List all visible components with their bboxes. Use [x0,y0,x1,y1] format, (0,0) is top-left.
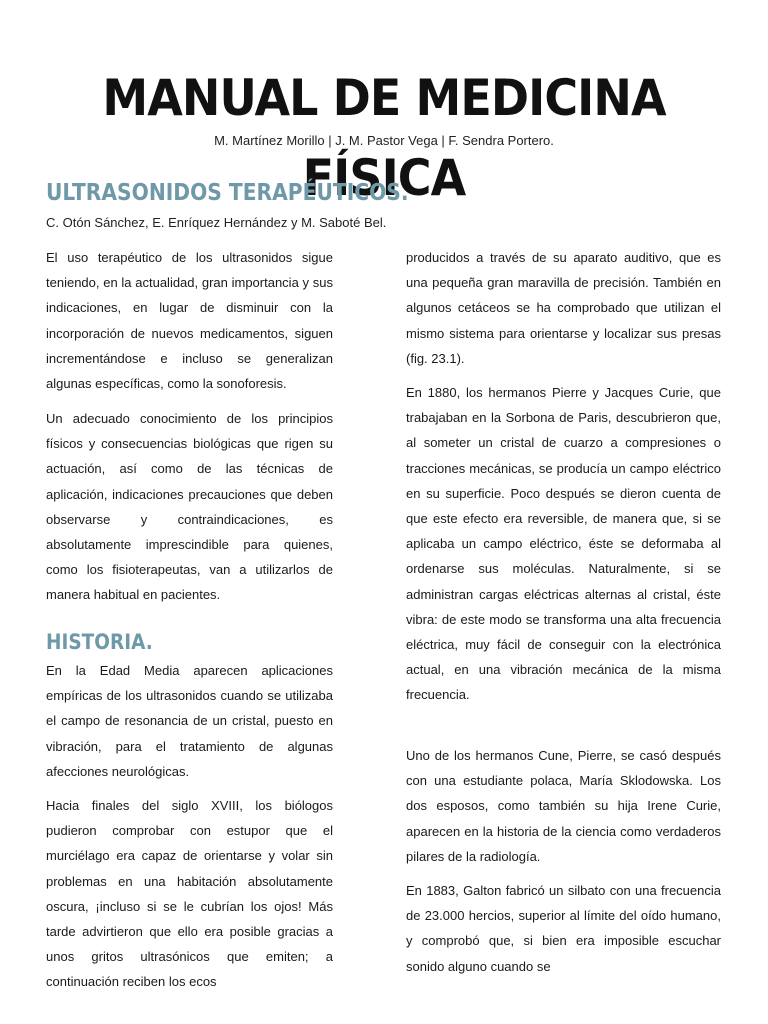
section-title-ultrasonidos: ULTRASONIDOS TERAPÉUTICOS. [46,180,409,206]
paragraph: Un adecuado conocimiento de los principios físicos y consecuencias biológicas que rigen su actuación, así como de las técnicas de aplicación, indicaciones precauciones que deben observarse y contraindicaciones, es absolutamente imprescindible para quienes, como los fisioterapeutas, van a utilizarlos de manera habitual en pacientes. [46,411,333,603]
document-title: MANUAL DE MEDICINA FÍSICA [102,69,666,207]
paragraph: En 1880, los hermanos Pierre y Jacques Curie, que trabajaban en la Sorbona de Paris, descubrieron que, al someter un cristal de cuarzo a compresiones o tracciones mecánicas, se producía un campo eléctrico en su superficie. Poco después se dieron cuenta de que este efecto era reversible, de manera que, si se aplicaba un campo eléctrico, éste se deformaba al ordenarse sus moléculas. Naturalmente, si se administran cargas eléctricas alternas al cristal, éste vibra: de este modo se transforma una alta frecuencia eléctrica, muy fácil de conseguir con la electrónica actual, en una vibración mecánica de la misma frecuencia. [406,385,721,703]
paragraph: Hacia finales del siglo XVIII, los biólogos pudieron comprobar con estupor que el murciélago era capaz de orientarse y volar sin problemas en una habitación absolutamente oscura, ¡incluso si se le cubrían los ojos! Más tarde advirtieron que ello era posible gracias a unos gritos ultrasónicos que emiten; a continuación reciben los ecos [46,798,333,990]
paragraph: En la Edad Media aparecen aplicaciones empíricas de los ultrasonidos cuando se utilizaba el campo de resonancia de un cristal, puesto en vibración, para el tratamiento de algunas afecciones neurológicas. [46,663,333,779]
chapter-authors: C. Otón Sánchez, E. Enríquez Hernández y M. Saboté Bel. [46,215,387,230]
paragraph: Uno de los hermanos Cune, Pierre, se casó después con una estudiante polaca, María Sklodowska. Los dos esposos, como también su hija Irene Curie, aparecen en la historia de la ciencia como verdaderos pilares de la radiología. [406,748,721,864]
paragraph: En 1883, Galton fabricó un silbato con una frecuencia de 23.000 hercios, superior al límite del oído humano, y comprobó que, si bien era imposible escuchar sonido alguno cuando se [406,883,721,974]
paragraph: El uso terapéutico de los ultrasonidos sigue teniendo, en la actualidad, gran importancia y sus indicaciones, en lugar de disminuir con la incorporación de nuevos medicamentos, siguen incrementándose e incluso se generalizan algunas específicas, como la sonoforesis. [46,250,333,392]
section-title-historia: HISTORIA. [46,630,153,654]
book-authors: M. Martínez Morillo | J. M. Pastor Vega | F. Sendra Portero. [214,133,554,148]
paragraph: producidos a través de su aparato auditivo, que es una pequeña gran maravilla de precisión. También en algunos cetáceos se ha comprobado que utilizan el mismo sistema para orientarse y localizar sus presas (fig. 23.1). [406,250,721,366]
